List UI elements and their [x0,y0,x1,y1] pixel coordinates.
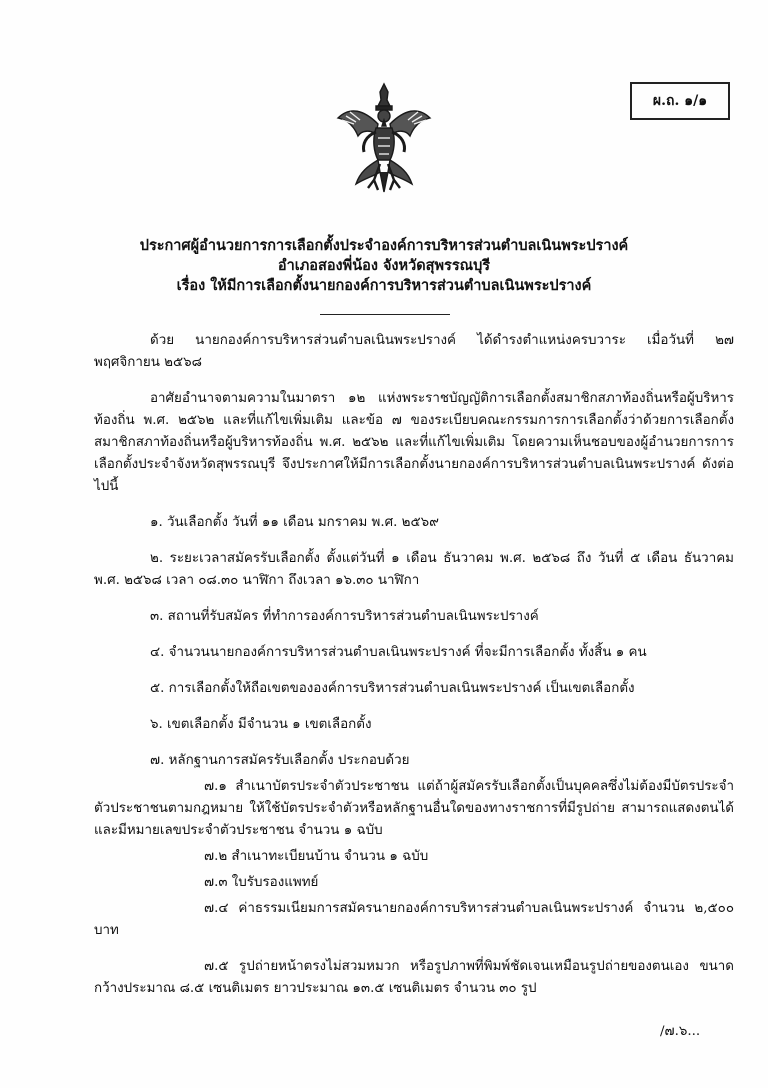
item-application-documents: ๗. หลักฐานการสมัครรับเลือกตั้ง ประกอบด้วย [150,753,410,768]
item-application-period: ๒. ระยะเวลาสมัครรับเลือกตั้ง ตั้งแต่วันที่ ๑ เดือน ธันวาคม พ.ศ. ๒๕๖๘ ถึง วันที่ ๕ เดือน ธันวาคม พ.ศ. ๒๕๖๘ เวลา ๐๘.๓๐ นาฬิกา ถึงเวลา ๑๖.๓๐ นาฬิกา [94,551,734,588]
sub-item-application-fee: ๗.๔ ค่าธรรมเนียมการสมัครนายกองค์การบริหารส่วนตำบลเนินพระปรางค์ จำนวน ๒,๕๐๐ บาท [94,901,734,938]
header-line-1: ประกาศผู้อำนวยการการเลือกตั้งประจำองค์การบริหารส่วนตำบลเนินพระปรางค์ [139,237,629,254]
authority-paragraph: อาศัยอำนาจตามความในมาตรา ๑๒ แห่งพระราชบัญญัติการเลือกตั้งสมาชิกสภาท้องถิ่นหรือผู้บริหารท้องถิ่น พ.ศ. ๒๕๖๒ และที่แก้ไขเพิ่มเติม และข้อ ๗ ของระเบียบคณะกรรมการการเลือกตั้งว่าด้วยการเลือกตั้งสมาชิกสภาท้องถิ่นหรือผู้บริหารท้องถิ่น พ.ศ. ๒๕๖๒ และที่แก้ไขเพิ่มเติม โดยความเห็นชอบของผู้อำนวยการการเลือกตั้งประจำจังหวัดสุพรรณบุรี จึงประกาศให้มีการเลือกตั้งนายกองค์การบริหารส่วนตำบลเนินพระปรางค์ ดังต่อไปนี้ [94,391,734,494]
header-line-2: อำเภอสองพี่น้อง จังหวัดสุพรรณบุรี [277,257,491,274]
item-number-of-mayors: ๔. จำนวนนายกองค์การบริหารส่วนตำบลเนินพระปรางค์ ที่จะมีการเลือกตั้ง ทั้งสิ้น ๑ คน [150,645,647,660]
form-code-box [630,82,730,120]
item-application-place: ๓. สถานที่รับสมัคร ที่ทำการองค์การบริหารส่วนตำบลเนินพระปรางค์ [150,609,539,624]
sub-item-id-card: ๗.๑ สำเนาบัตรประจำตัวประชาชน แต่ถ้าผู้สมัครรับเลือกตั้งเป็นบุคคลซึ่งไม่ต้องมีบัตรประจำตัวประชาชนตามกฎหมาย ให้ใช้บัตรประจำตัวหรือหลักฐานอื่นใดของทางราชการที่มีรูปถ่าย สามารถแสดงตนได้และมีหมายเลขประจำตัวประชาชน จำนวน ๑ ฉบับ [94,779,734,838]
intro-paragraph: ด้วย นายกองค์การบริหารส่วนตำบลเนินพระปรางค์ ได้ดำรงตำแหน่งครบวาระ เมื่อวันที่ ๒๗ พฤศจิกายน ๒๕๖๘ [94,333,734,370]
page-continuation: /๗.๖... [660,1024,701,1039]
sub-item-medical-certificate: ๗.๓ ใบรับรองแพทย์ [204,875,319,890]
sub-item-house-registration: ๗.๒ สำเนาทะเบียนบ้าน จำนวน ๑ ฉบับ [204,849,429,864]
header-divider [320,314,450,315]
form-code-label: ผ.ถ. ๑/๑ [652,93,708,109]
announcement-body [94,330,734,1000]
item-election-date: ๑. วันเลือกตั้ง วันที่ ๑๑ เดือน มกราคม พ.ศ. ๒๕๖๙ [150,515,439,530]
announcement-header [60,236,708,296]
item-constituency: ๕. การเลือกตั้งให้ถือเขตขององค์การบริหารส่วนตำบลเนินพระปรางค์ เป็นเขตเลือกตั้ง [150,681,635,696]
garuda-emblem-icon [334,80,434,198]
item-constituency-count: ๖. เขตเลือกตั้ง มีจำนวน ๑ เขตเลือกตั้ง [150,717,372,732]
header-subject: เรื่อง ให้มีการเลือกตั้งนายกองค์การบริหารส่วนตำบลเนินพระปรางค์ [176,277,592,294]
sub-item-photographs: ๗.๕ รูปถ่ายหน้าตรงไม่สวมหมวก หรือรูปภาพที่พิมพ์ชัดเจนเหมือนรูปถ่ายของตนเอง ขนาดกว้างประมาณ ๘.๕ เซนติเมตร ยาวประมาณ ๑๓.๕ เซนติเมตร จำนวน ๓๐ รูป [94,959,734,996]
